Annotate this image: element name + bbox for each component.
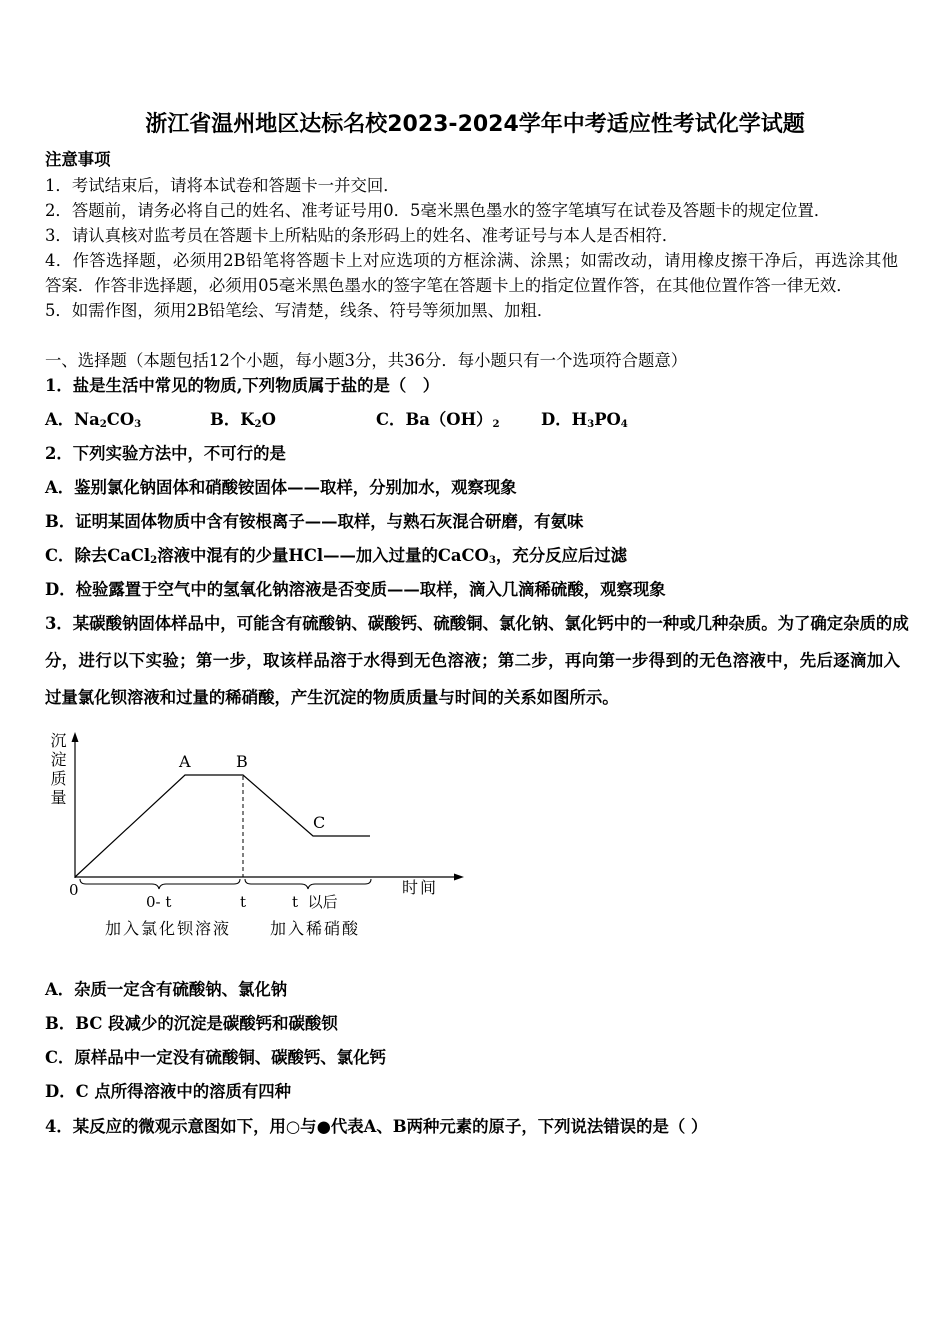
q3-stem-line-3: 过量氯化钡溶液和过量的稀硝酸，产生沉淀的物质质量与时间的关系如图所示。 <box>45 688 619 707</box>
x-axis-label: 时间 <box>402 878 439 897</box>
option-label: B． <box>45 512 76 531</box>
q3-figure <box>40 725 480 947</box>
q3-stem-line-2: 分，进行以下实验；第一步，取该样品溶于水得到无色溶液；第二步，再向第一步得到的无色溶液中，先后逐滴加入 <box>45 651 900 670</box>
note-line-4a: 4．作答选择题，必须用2B铅笔将答题卡上对应选项的方框涂满、涂黑；如需改动，请用橡皮擦干净后，再选涂其他 <box>45 251 898 270</box>
q1-option-d <box>541 410 628 430</box>
option-text: ，充分反应后过滤 <box>495 546 628 565</box>
option-label: C． <box>45 546 75 565</box>
point-label-a: A <box>179 752 191 771</box>
interval-brace-barium-chloride <box>80 879 240 889</box>
section-heading: 一、选择题（本题包括12个小题，每小题3分，共36分．每小题只有一个选项符合题意） <box>45 351 688 370</box>
point-label-c: C <box>313 813 326 832</box>
option-label: A． <box>45 410 75 429</box>
y-axis-label: 沉淀质量 <box>48 732 67 808</box>
option-text: 证明某固体物质中含有铵根离子——取样，与熟石灰混合研磨，有氨味 <box>75 512 584 531</box>
phase-label-barium-chloride: 加入氯化钡溶液 <box>105 919 232 938</box>
q1-option-a <box>45 410 141 430</box>
q1-option-b <box>210 410 276 430</box>
formula-text: CO <box>106 410 135 429</box>
option-text: 原样品中一定没有硫酸铜、碳酸钙、氯化钙 <box>74 1048 386 1067</box>
formula-subscript: 3 <box>488 554 496 567</box>
q3-option-d <box>45 1082 291 1102</box>
option-label: A． <box>45 980 75 999</box>
q2-option-c <box>45 546 627 566</box>
q2-option-b <box>45 512 583 532</box>
note-line-1: 1．考试结束后，请将本试卷和答题卡一并交回． <box>45 176 400 195</box>
q2-stem: 2．下列实验方法中，不可行的是 <box>45 444 286 463</box>
option-text: C 点所得溶液中的溶质有四种 <box>75 1082 292 1101</box>
formula-text: O <box>261 410 276 429</box>
y-axis-arrow <box>72 732 79 742</box>
interval-brace-nitric-acid <box>245 879 371 889</box>
sediment-time-graph <box>40 725 480 947</box>
q4-stem: 4．某反应的微观示意图如下，用○与●代表A、B两种元素的原子，下列说法错误的是（ ） <box>45 1117 708 1136</box>
q1-option-c <box>376 410 500 430</box>
origin-label: 0 <box>69 881 79 899</box>
q3-option-a <box>45 980 287 1000</box>
formula-subscript: 3 <box>134 418 142 431</box>
point-label-b: B <box>236 752 248 771</box>
q2-option-d <box>45 580 666 600</box>
formula-subscript: 2 <box>150 554 158 567</box>
q3-option-c <box>45 1048 386 1068</box>
formula-subscript: 3 <box>587 418 595 431</box>
phase-label-nitric-acid: 加入稀硝酸 <box>270 919 361 938</box>
option-text: 杂质一定含有硫酸钠、氯化钠 <box>74 980 288 999</box>
formula-text: PO <box>594 410 621 429</box>
option-text: 鉴别氯化钠固体和硝酸铵固体——取样，分别加水，观察现象 <box>74 478 517 497</box>
formula-text: K <box>240 410 255 429</box>
note-line-2: 2．答题前，请务必将自己的姓名、准考证号用0．5毫米黑色墨水的签字笔填写在试卷及答题卡的规定位置． <box>45 201 831 220</box>
interval-label-0-t: 0- t <box>146 893 172 911</box>
formula-text: Ba（OH） <box>405 410 493 429</box>
q3-option-b <box>45 1014 338 1034</box>
note-line-4b: 答案．作答非选择题，必须用05毫米黑色墨水的签字笔在答题卡上的指定位置作答，在其他位置作答一律无效． <box>45 276 853 295</box>
option-label: A． <box>45 478 75 497</box>
option-label: C． <box>45 1048 75 1067</box>
formula-subscript: 2 <box>99 418 107 431</box>
option-label: B． <box>45 1014 76 1033</box>
option-text: 除去CaCl <box>74 546 151 565</box>
formula-text: H <box>571 410 588 429</box>
option-text: 溶液中混有的少量HCl——加入过量的CaCO <box>157 546 489 565</box>
option-label: D． <box>541 410 572 429</box>
x-axis-arrow <box>454 874 464 881</box>
notes-heading: 注意事项 <box>45 150 111 169</box>
option-text: BC 段减少的沉淀是碳酸钙和碳酸钡 <box>75 1014 338 1033</box>
exam-title: 浙江省温州地区达标名校2023-2024学年中考适应性考试化学试题 <box>145 112 805 137</box>
formula-subscript: 4 <box>620 418 628 431</box>
formula-text: Na <box>74 410 100 429</box>
option-label: C． <box>376 410 406 429</box>
note-line-3: 3．请认真核对监考员在答题卡上所粘贴的条形码上的姓名、准考证号与本人是否相符． <box>45 226 679 245</box>
note-line-5: 5．如需作图，须用2B铅笔绘、写清楚，线条、符号等须加黑、加粗． <box>45 301 554 320</box>
option-label: D． <box>45 1082 76 1101</box>
formula-subscript: 2 <box>254 418 262 431</box>
sediment-curve <box>75 775 370 877</box>
interval-label-t: t <box>240 893 247 911</box>
q1-stem: 1．盐是生活中常见的物质,下列物质属于盐的是（ ） <box>45 376 440 395</box>
interval-label-after-t: t 以后 <box>292 893 338 911</box>
option-label: D． <box>45 580 76 599</box>
option-label: B． <box>210 410 241 429</box>
formula-subscript: 2 <box>492 418 500 431</box>
q2-option-a <box>45 478 517 498</box>
option-text: 检验露置于空气中的氢氧化钠溶液是否变质——取样，滴入几滴稀硫酸，观察现象 <box>75 580 666 599</box>
q3-stem-line-1: 3．某碳酸钠固体样品中，可能含有硫酸钠、碳酸钙、硫酸铜、氯化钠、氯化钙中的一种或几种杂质。为了确定杂质的成 <box>45 614 909 633</box>
